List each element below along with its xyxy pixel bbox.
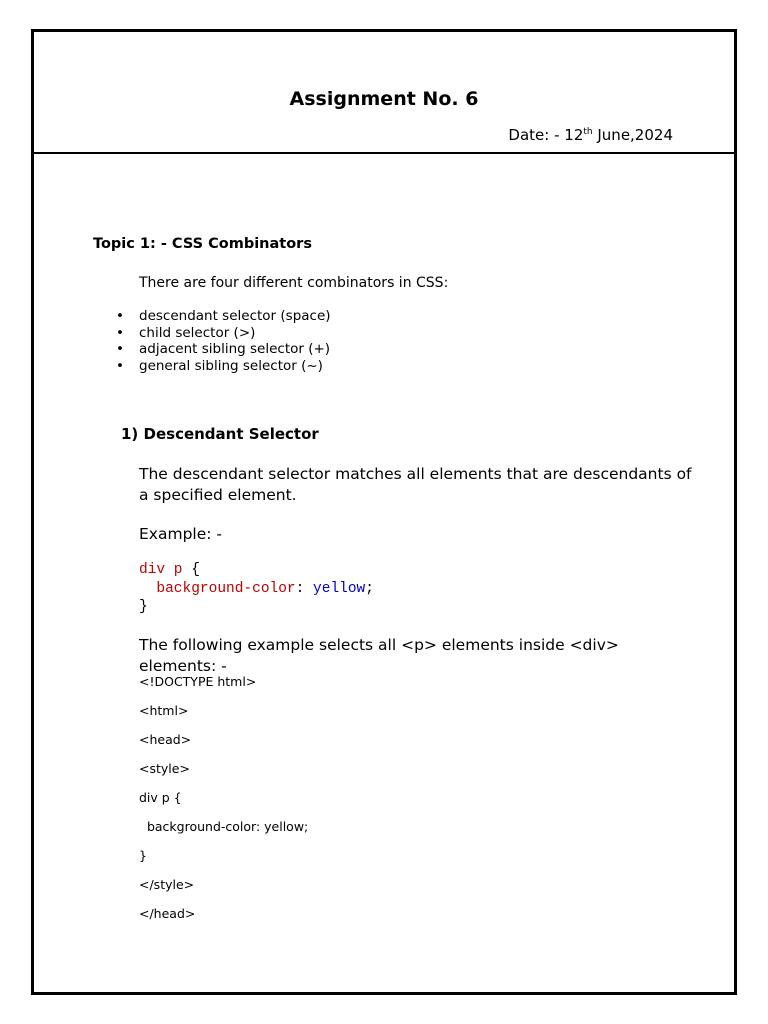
date-line — [508, 126, 673, 144]
date-prefix: Date: - 12 — [508, 126, 584, 144]
bullet-icon: • — [116, 324, 124, 341]
code-line: <html> — [139, 703, 189, 718]
date-superscript: th — [583, 127, 593, 137]
code-example — [139, 561, 374, 617]
list-item-text: general sibling selector (~) — [139, 357, 323, 374]
section-heading: 1) Descendant Selector — [121, 425, 319, 443]
combinator-list — [116, 308, 331, 374]
bullet-icon: • — [116, 341, 124, 357]
code-open-brace: { — [182, 562, 200, 578]
list-item — [116, 341, 331, 358]
topic-intro: There are four different combinators in CSS: — [139, 275, 449, 291]
bullet-icon: • — [116, 308, 124, 324]
following-text: The following example selects all <p> elements inside <div> elements: - — [139, 636, 619, 675]
example-label: Example: - — [139, 525, 222, 543]
bullet-icon: • — [116, 357, 124, 374]
code-semicolon: ; — [365, 580, 374, 597]
code-property: background-color — [156, 580, 296, 597]
code-line: background-color: yellow; — [139, 819, 309, 834]
code-line: <!DOCTYPE html> — [139, 674, 257, 689]
code-colon: : — [295, 580, 314, 597]
topic-heading: Topic 1: - CSS Combinators — [93, 236, 312, 252]
list-item — [116, 325, 331, 342]
list-item-text: child selector (>) — [139, 324, 256, 341]
list-item-text: descendant selector (space) — [139, 308, 331, 324]
code-close-brace: } — [139, 599, 148, 615]
code-line: <style> — [139, 761, 190, 776]
page-border — [31, 29, 737, 995]
code-selector: div p — [139, 562, 183, 578]
code-line: </head> — [139, 906, 196, 921]
code-line: } — [139, 848, 147, 863]
code-line: </style> — [139, 877, 195, 892]
list-item — [116, 308, 331, 325]
code-line: <head> — [139, 732, 192, 747]
section-description: The descendant selector matches all elements that are descendants of a specified element. — [139, 465, 692, 504]
list-item — [116, 358, 331, 375]
header-divider — [34, 152, 734, 154]
html-code-lines — [139, 675, 308, 936]
code-line: div p { — [139, 790, 182, 805]
page-title: Assignment No. 6 — [289, 88, 479, 110]
code-value: yellow — [313, 580, 366, 597]
date-suffix: June,2024 — [592, 126, 673, 144]
list-item-text: adjacent sibling selector (+) — [139, 341, 331, 357]
